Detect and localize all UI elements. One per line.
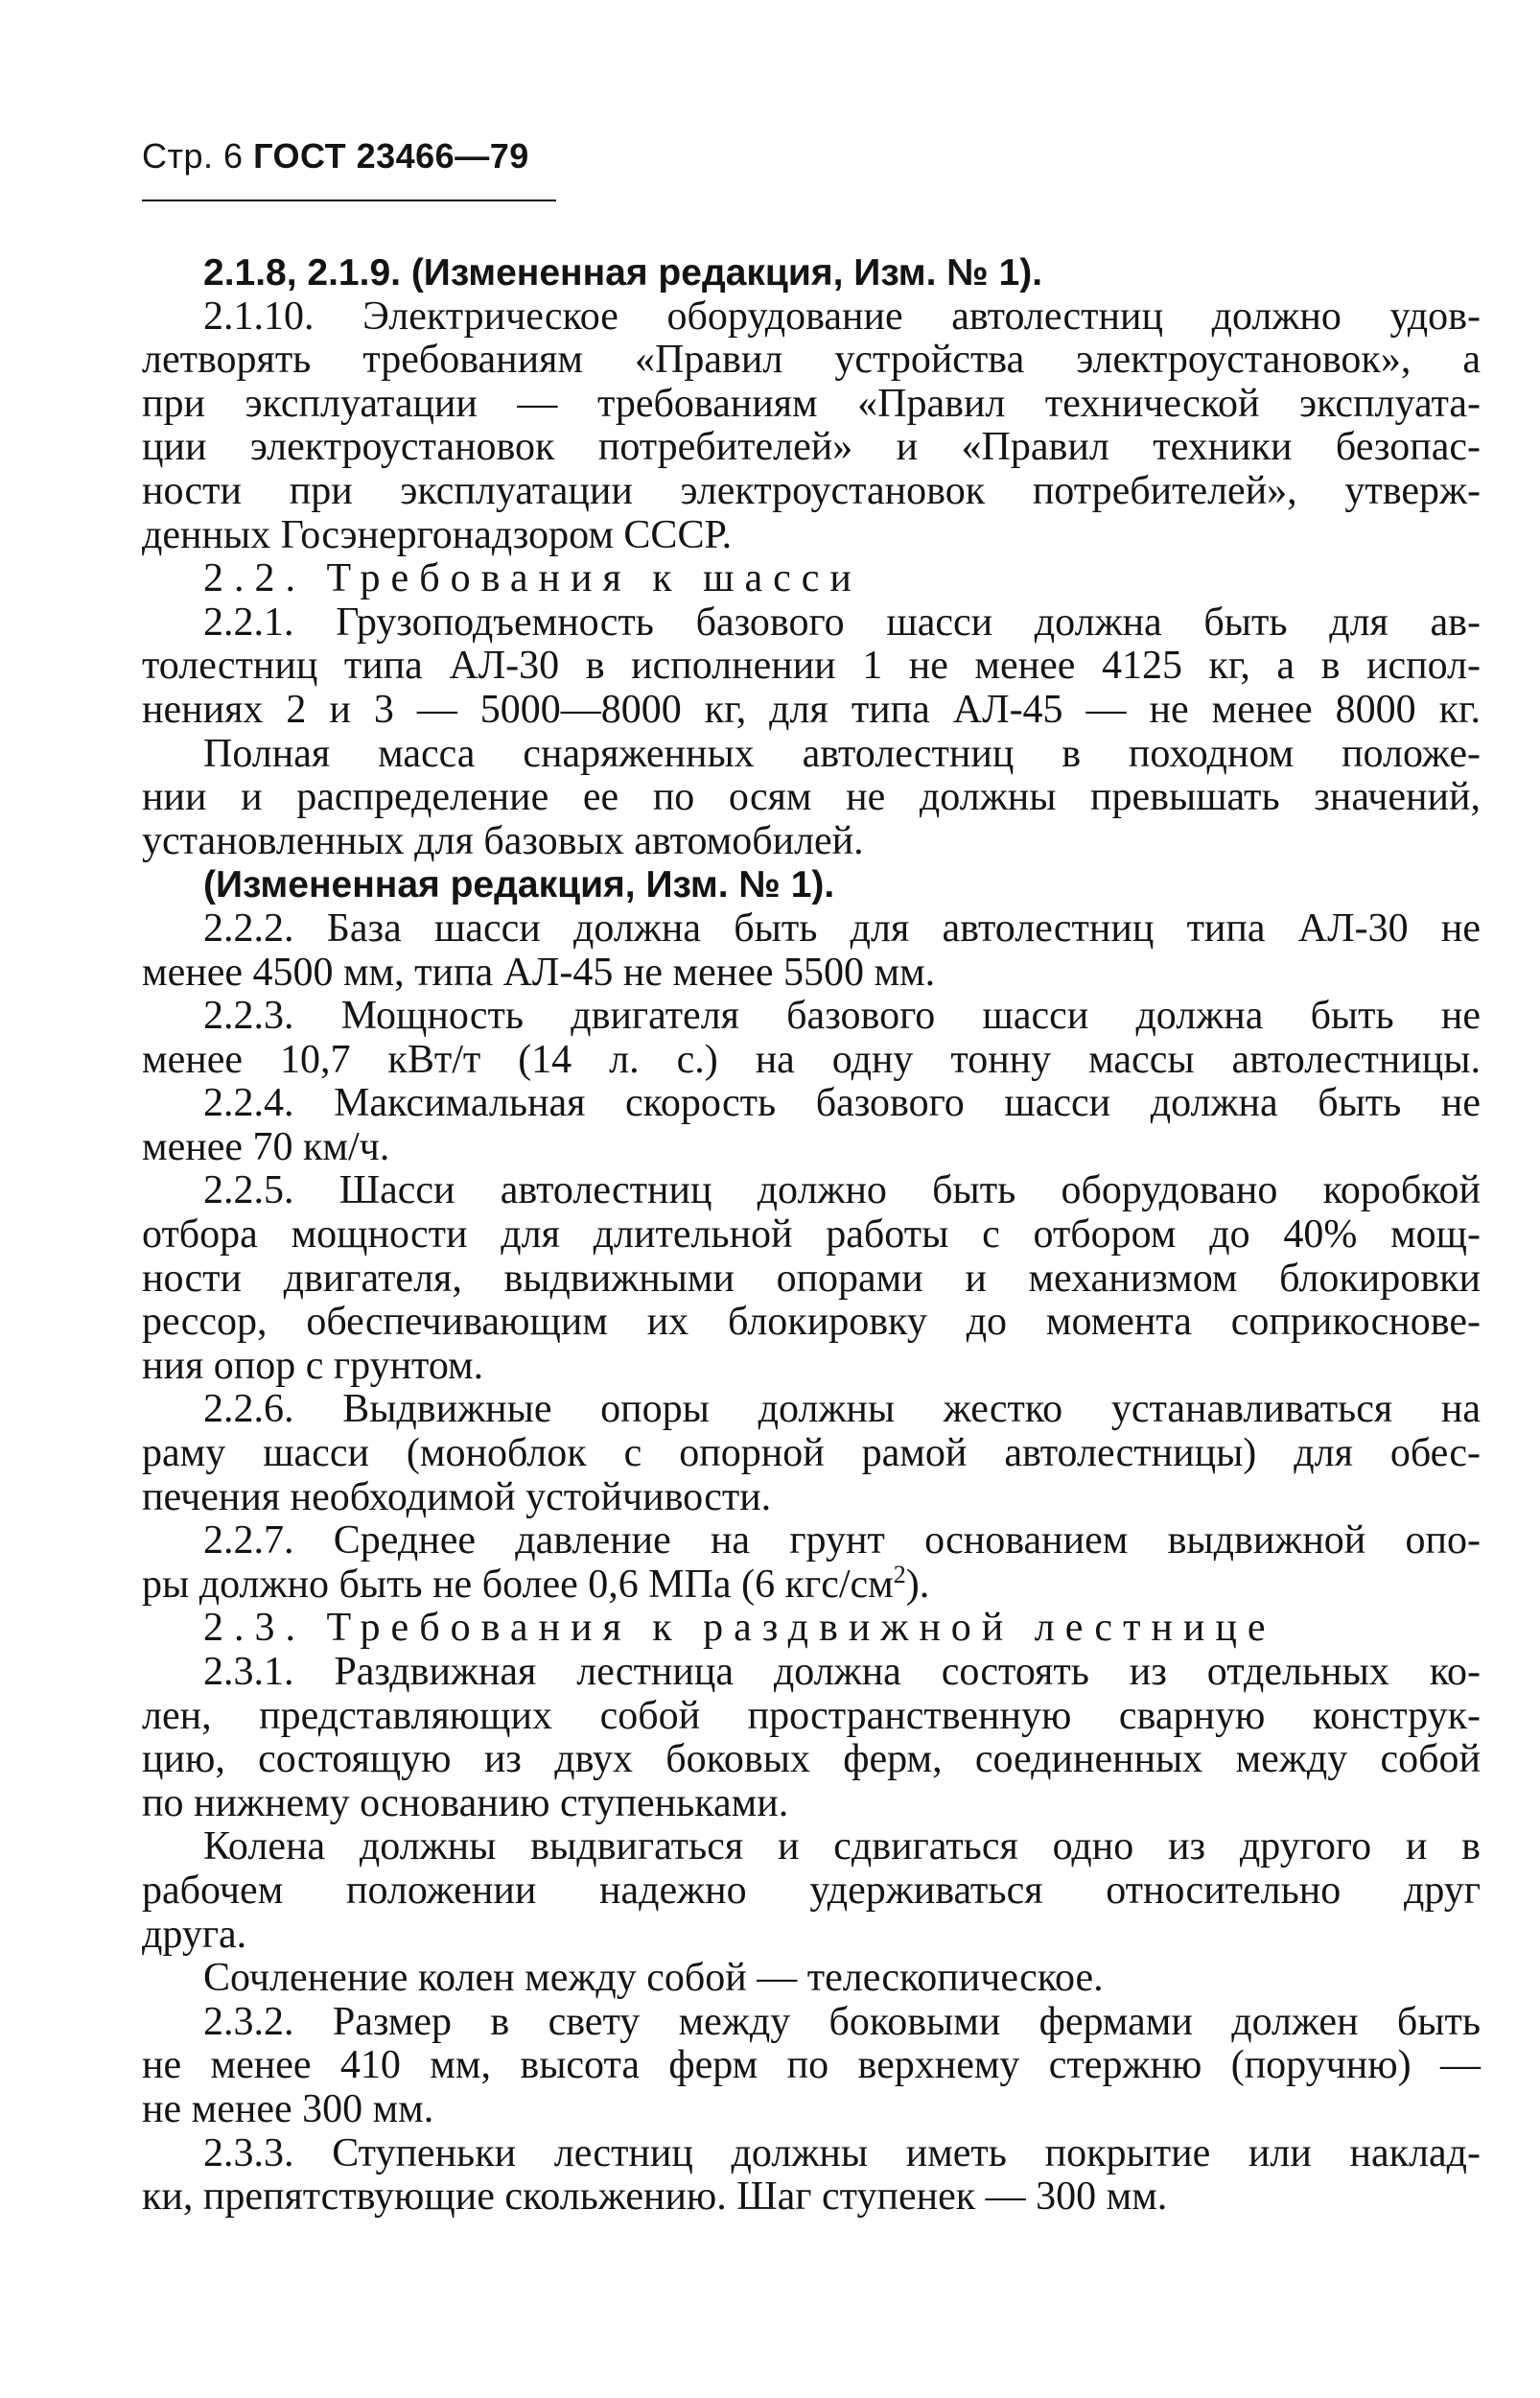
text-line: лен, представляющих собой пространственную сварную конструк- <box>142 1693 1481 1738</box>
text-line: 2.3.1. Раздвижная лестница должна состоять из отдельных ко- <box>203 1650 1481 1694</box>
document-body <box>142 251 1481 2220</box>
text-line: 2.2.2. База шасси должна быть для автолестниц типа АЛ-30 не <box>203 905 1481 951</box>
header-rule <box>142 200 556 201</box>
text-line: печения необходимой устойчивости. <box>142 1474 772 1519</box>
standard-code: ГОСТ 23466—79 <box>253 136 529 176</box>
text-line: Полная масса снаряженных автолестниц в походном положе- <box>203 731 1481 776</box>
section-heading: 2.2. Требования к шасси <box>203 556 862 601</box>
page-number: Стр. 6 <box>142 136 244 176</box>
text-line: (Измененная редакция, Изм. № 1). <box>203 864 835 906</box>
text-line: денных Госэнергонадзором СССР. <box>142 512 733 557</box>
text-line: при эксплуатации — требованиям «Правил технической эксплуата- <box>142 381 1481 426</box>
text-line: 2.2.6. Выдвижные опоры должны жестко устанавливаться на <box>203 1387 1481 1432</box>
text-line <box>142 1560 1481 1608</box>
text-line: 2.3.2. Размер в свету между боковыми фермами должен быть <box>203 1999 1481 2044</box>
text-line: друга. <box>142 1912 247 1957</box>
text-line: нии и распределение ее по осям не должны превышать значений, <box>142 775 1481 820</box>
text-line: 2.1.8, 2.1.9. (Измененная редакция, Изм. № 1). <box>203 252 1043 294</box>
text-line: 2.2.7. Среднее давление на грунт основанием выдвижной опо- <box>203 1518 1481 1563</box>
text-line: 2.3.3. Ступеньки лестниц должны иметь покрытие или наклад- <box>203 2130 1481 2175</box>
text-line: ции электроустановок потребителей» и «Правил техники безопас- <box>142 425 1481 470</box>
text-line: ности двигателя, выдвижными опорами и механизмом блокировки <box>142 1256 1481 1301</box>
text-line: нениях 2 и 3 — 5000—8000 кг, для типа АЛ-45 — не менее 8000 кг. <box>142 687 1481 732</box>
section-heading: 2.3. Требования к раздвижной лестнице <box>203 1606 1276 1651</box>
text-line: менее 4500 мм, типа АЛ-45 не менее 5500 мм. <box>142 950 936 995</box>
text-line: ки, препятствующие скольжению. Шаг ступенек — 300 мм. <box>142 2175 1168 2220</box>
text-line: не менее 300 мм. <box>142 2086 434 2131</box>
text-line: ности при эксплуатации электроустановок потребителей», утверж- <box>142 468 1481 513</box>
text-line: раму шасси (моноблок с опорной рамой автолестницы) для обес- <box>142 1431 1481 1476</box>
text-line: ния опор с грунтом. <box>142 1343 484 1388</box>
page-header <box>142 136 529 176</box>
text-line: менее 70 км/ч. <box>142 1124 390 1169</box>
text-line: толестниц типа АЛ-30 в исполнении 1 не менее 4125 кг, а в испол- <box>142 644 1481 689</box>
text-line: отбора мощности для длительной работы с отбором до 40% мощ- <box>142 1212 1481 1258</box>
text-line: не менее 410 мм, высота ферм по верхнему стержню (поручню) — <box>142 2043 1481 2088</box>
text-line: Колена должны выдвигаться и сдвигаться одно из другого и в <box>203 1824 1481 1869</box>
text-line: цию, состоящую из двух боковых ферм, соединенных между собой <box>142 1737 1481 1782</box>
text-line: 2.2.5. Шасси автолестниц должно быть оборудовано коробкой <box>203 1168 1481 1213</box>
text-line: установленных для базовых автомобилей. <box>142 818 864 863</box>
text-line: 2.2.4. Максимальная скорость базового шасси должна быть не <box>203 1081 1481 1126</box>
text-line: менее 10,7 кВт/т (14 л. с.) на одну тонну массы автолестницы. <box>142 1037 1481 1082</box>
text-line: 2.1.10. Электрическое оборудование автолестниц должно удов- <box>203 294 1481 339</box>
closing-paren: ). <box>905 1562 930 1607</box>
text-line: Сочленение колен между собой — телескопическое. <box>203 1956 1104 2001</box>
text-line: 2.2.3. Мощность двигателя базового шасси должна быть не <box>203 994 1481 1039</box>
text-line: летворять требованиям «Правил устройства электроустановок», а <box>142 338 1481 383</box>
pressure-text: ры должно быть не более 0,6 МПа (6 кгс/см <box>142 1562 894 1607</box>
text-line: по нижнему основанию ступеньками. <box>142 1780 789 1825</box>
superscript: 2 <box>893 1560 906 1588</box>
text-line: 2.2.1. Грузоподъемность базового шасси должна быть для ав- <box>203 600 1481 645</box>
text-line: рессор, обеспечивающим их блокировку до момента соприкоснове- <box>142 1300 1481 1345</box>
text-line: рабочем положении надежно удерживаться относительно друг <box>142 1868 1481 1913</box>
